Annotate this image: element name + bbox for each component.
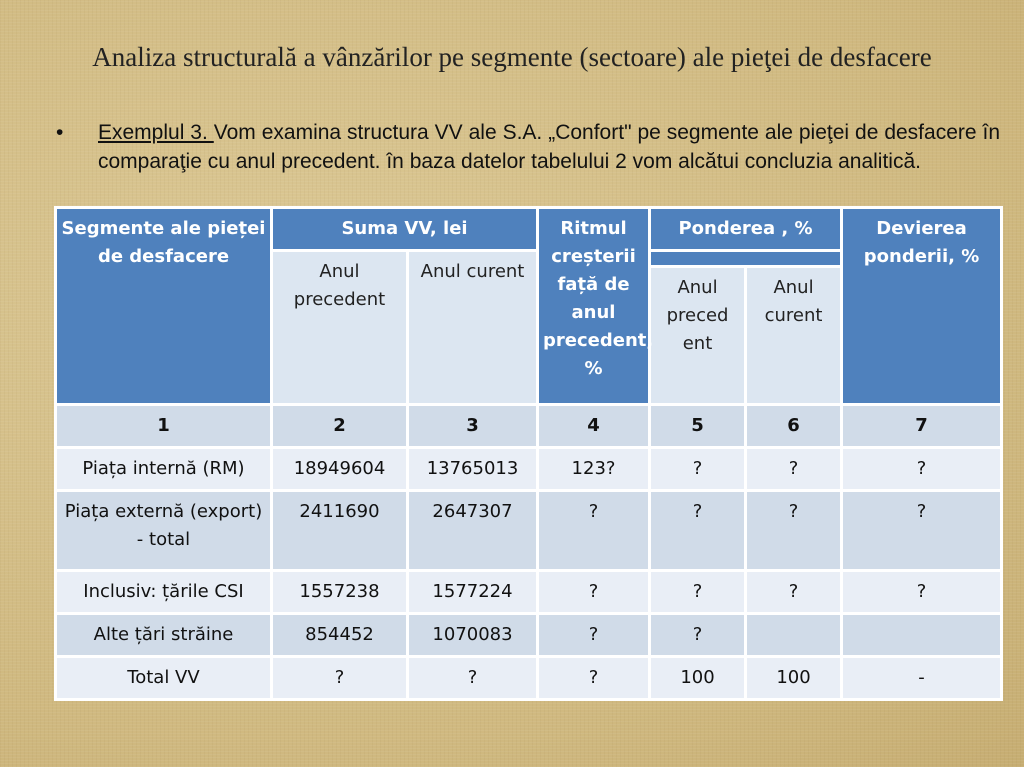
- table-cell: 18949604: [272, 448, 408, 491]
- column-number: 5: [650, 405, 746, 448]
- table-cell: 100: [746, 657, 842, 700]
- table-cell: ?: [842, 491, 1002, 571]
- table-cell: [842, 614, 1002, 657]
- bullet-text: [98, 118, 1000, 176]
- table-cell: ?: [650, 614, 746, 657]
- table-cell: 1070083: [408, 614, 538, 657]
- row-label: Piața externă (export) - total: [56, 491, 272, 571]
- table-cell: ?: [272, 657, 408, 700]
- header-pond-prev: Anul preced ent: [650, 267, 746, 405]
- table-cell: ?: [842, 571, 1002, 614]
- table-cell: 854452: [272, 614, 408, 657]
- bullet-icon: •: [56, 121, 64, 144]
- table-cell: [746, 614, 842, 657]
- column-number: 3: [408, 405, 538, 448]
- table-cell: -: [842, 657, 1002, 700]
- row-label: Total VV: [56, 657, 272, 700]
- header-pond-curr: Anul curent: [746, 267, 842, 405]
- table-cell: ?: [746, 571, 842, 614]
- sales-structure-table: [54, 206, 1003, 701]
- header-ponderea: Ponderea , %: [650, 208, 842, 251]
- column-number-row: [56, 405, 1002, 448]
- table-cell: ?: [538, 491, 650, 571]
- bullet-paragraph: [56, 118, 1000, 176]
- column-number: 7: [842, 405, 1002, 448]
- table-cell: ?: [408, 657, 538, 700]
- table-row: [56, 448, 1002, 491]
- table-cell: ?: [538, 571, 650, 614]
- example-label: Exemplul 3.: [98, 121, 214, 144]
- column-number: 6: [746, 405, 842, 448]
- column-number: 4: [538, 405, 650, 448]
- table-cell: 2411690: [272, 491, 408, 571]
- table-cell: 100: [650, 657, 746, 700]
- column-number: 2: [272, 405, 408, 448]
- header-suma-prev: Anul precedent: [272, 251, 408, 405]
- table-cell: ?: [650, 571, 746, 614]
- row-label: Piața internă (RM): [56, 448, 272, 491]
- table-cell: 13765013: [408, 448, 538, 491]
- table-cell: 123?: [538, 448, 650, 491]
- slide-title: Analiza structurală a vânzărilor pe segmente (sectoare) ale pieţei de desfacere: [92, 42, 932, 72]
- table-cell: ?: [538, 614, 650, 657]
- table-row: [56, 614, 1002, 657]
- table-row: [56, 571, 1002, 614]
- table-row: [56, 657, 1002, 700]
- header-ponderea-spacer: [650, 251, 842, 267]
- header-ritmul: Ritmul creșterii față de anul precedent, %: [538, 208, 650, 405]
- table-cell: ?: [746, 491, 842, 571]
- row-label: Inclusiv: țările CSI: [56, 571, 272, 614]
- table-cell: ?: [746, 448, 842, 491]
- column-number: 1: [56, 405, 272, 448]
- header-suma: Suma VV, lei: [272, 208, 538, 251]
- header-devierea: Devierea ponderii, %: [842, 208, 1002, 405]
- table-row: [56, 491, 1002, 571]
- table-cell: 2647307: [408, 491, 538, 571]
- row-label: Alte țări străine: [56, 614, 272, 657]
- header-suma-curr: Anul curent: [408, 251, 538, 405]
- table-cell: ?: [650, 491, 746, 571]
- table-cell: 1577224: [408, 571, 538, 614]
- table-cell: 1557238: [272, 571, 408, 614]
- example-body: Vom examina structura VV ale S.A. „Confort" pe segmente ale pieţei de desfacere în comparaţie cu anul precedent. în baza datelor tabelului 2 vom alcătui concluzia analitică.: [98, 121, 1000, 173]
- table-cell: ?: [538, 657, 650, 700]
- table-cell: ?: [650, 448, 746, 491]
- header-segment: Segmente ale pieței de desfacere: [56, 208, 272, 405]
- table-cell: ?: [842, 448, 1002, 491]
